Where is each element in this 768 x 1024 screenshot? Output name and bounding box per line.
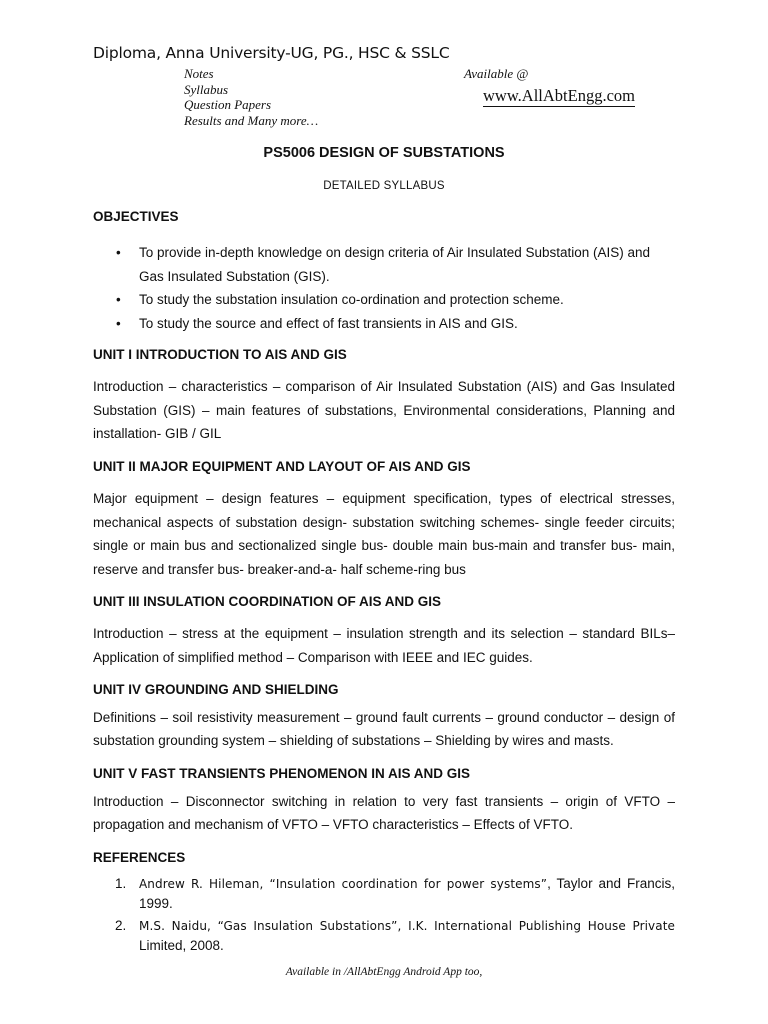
unit-1-body: Introduction – characteristics – comparison of Air Insulated Substation (AIS) and Gas Insulated Substation (GIS) – main features of substations, Environmental considerations, Planning and installation- GIB / GIL (93, 379, 675, 441)
objectives-heading: OBJECTIVES (93, 209, 179, 224)
unit-4-body: Definitions – soil resistivity measurement – ground fault currents – ground conductor – design of substation grounding system – shielding of substations – Shielding by wires and masts. (93, 710, 675, 748)
bullet-icon: • (116, 315, 121, 331)
objective-item: • To study the substation insulation co-ordination and protection scheme. (93, 288, 675, 312)
bullet-icon: • (116, 292, 121, 307)
unit-1-heading: UNIT I INTRODUCTION TO AIS AND GIS (93, 347, 347, 362)
unit-4-heading: UNIT IV GROUNDING AND SHIELDING (93, 682, 339, 697)
unit-5-body: Introduction – Disconnector switching in relation to very fast transients – origin of VFTO – propagation and mechanism of VFTO – VFTO characteristics – Effects of VFTO. (93, 794, 675, 832)
unit-2-heading: UNIT II MAJOR EQUIPMENT AND LAYOUT OF AIS AND GIS (93, 459, 471, 474)
document-subtitle: DETAILED SYLLABUS (323, 180, 445, 192)
objectives-list (93, 241, 675, 335)
objective-item: • To provide in-depth knowledge on design criteria of Air Insulated Substation (AIS) and Gas Insulated Substation (GIS). (93, 241, 675, 288)
reference-item: 1. Andrew R. Hileman, “Insulation coordination for power systems”, Taylor and Francis, 1999. (115, 876, 675, 911)
header-links (184, 66, 318, 128)
header-link-question-papers: Question Papers (184, 97, 272, 112)
header-site-link[interactable]: www.AllAbtEngg.com (483, 86, 635, 105)
header-link-notes: Notes (184, 66, 214, 81)
objective-item: • To study the source and effect of fast transients in AIS and GIS. (93, 312, 675, 336)
unit-5-heading: UNIT V FAST TRANSIENTS PHENOMENON IN AIS AND GIS (93, 766, 471, 781)
references-heading: REFERENCES (93, 850, 186, 865)
header-title: Diploma, Anna University-UG, PG., HSC & SSLC (93, 44, 450, 62)
reference-item: 2. M.S. Naidu, “Gas Insulation Substations”, I.K. International Publishing House Private Limited, 2008. (115, 918, 675, 953)
unit-3-body: Introduction – stress at the equipment – insulation strength and its selection – standard BILs– Application of simplified method – Comparison with IEEE and IEC guides. (93, 626, 675, 665)
unit-2-body: Major equipment – design features – equipment specification, types of electrical stresses, mechanical aspects of substation design- substation switching schemes- single feeder circuits; single or main bus and sectionalized single bus- double main bus-main and transfer bus- main, reserve and transfer bus- breaker-and-a- half scheme-ring bus (93, 491, 675, 577)
references-list (93, 874, 675, 958)
unit-3-heading: UNIT III INSULATION COORDINATION OF AIS AND GIS (93, 594, 441, 609)
header-link-syllabus: Syllabus (184, 81, 229, 97)
bullet-icon: • (116, 245, 121, 260)
header-link-results: Results and Many more… (184, 112, 319, 128)
document-title: PS5006 DESIGN OF SUBSTATIONS (263, 145, 505, 161)
footer-note: Available in /AllAbtEngg Android App too, (285, 966, 483, 978)
header-available-label: Available @ (464, 66, 529, 81)
